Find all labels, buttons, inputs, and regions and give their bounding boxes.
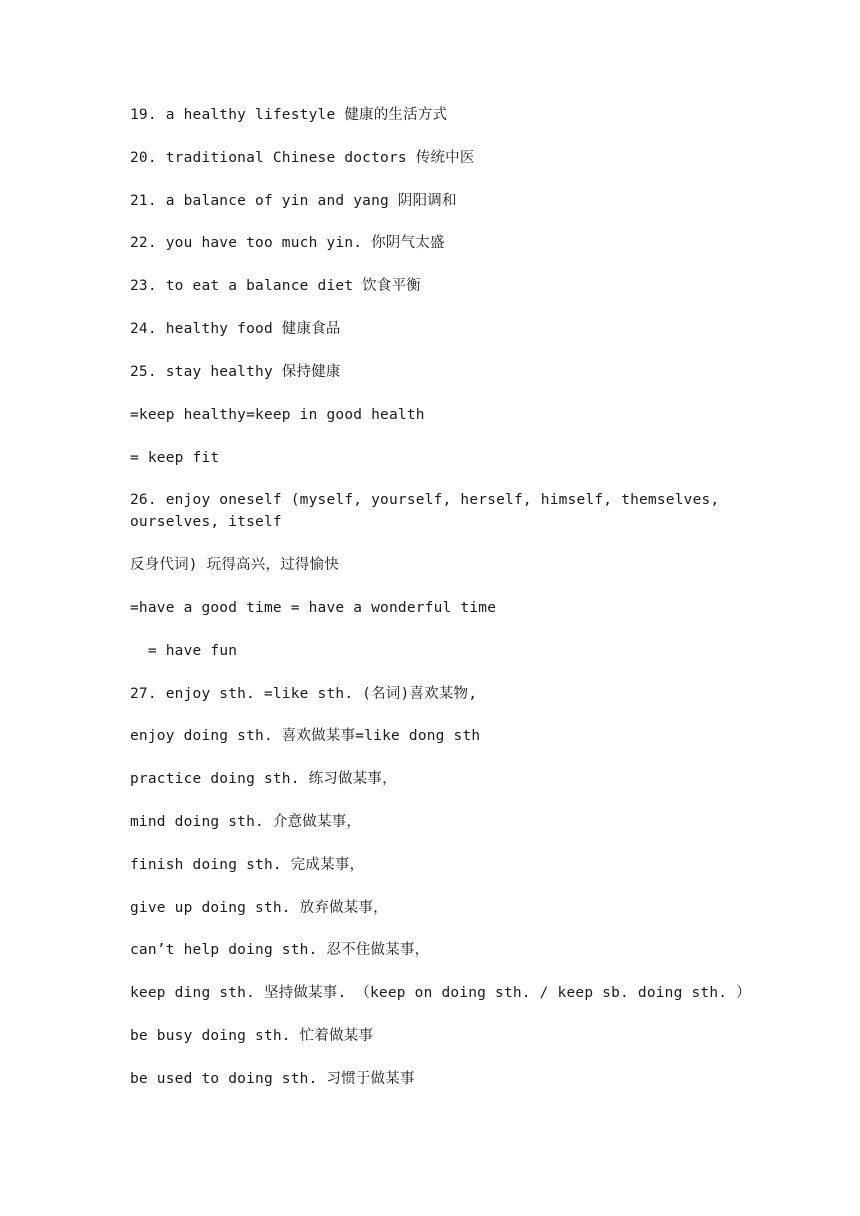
text-line: = keep fit [130,450,220,466]
text-line: be busy doing sth. 忙着做某事 [130,1028,374,1044]
text-line: 26. enjoy oneself (myself, yourself, herself, himself, themselves, ourselves, itself [130,492,729,530]
text-line: enjoy doing sth. 喜欢做某事=like dong sth [130,728,481,744]
text-line: can’t help doing sth. 忍不住做某事， [130,942,430,958]
text-line: 23. to eat a balance diet 饮食平衡 [130,278,421,294]
text-line: 25. stay healthy 保持健康 [130,364,341,380]
text-line: 27. enjoy sth. =like sth. (名词)喜欢某物, [130,686,478,702]
text-line: 21. a balance of yin and yang 阴阳调和 [130,193,457,209]
text-line: mind doing sth. 介意做某事， [130,814,362,830]
text-line: =keep healthy=keep in good health [130,407,425,423]
text-line: 24. healthy food 健康食品 [130,321,341,337]
text-line: 20. traditional Chinese doctors 传统中医 [130,150,475,166]
text-line: 19. a healthy lifestyle 健康的生活方式 [130,107,448,123]
text-line: give up doing sth. 放弃做某事， [130,900,388,916]
text-line: be used to doing sth. 习惯于做某事 [130,1071,415,1087]
text-line: = have fun [130,643,238,659]
text-line: practice doing sth. 练习做某事， [130,771,397,787]
text-line: 反身代词) 玩得高兴，过得愉快 [130,557,339,573]
text-line: =have a good time = have a wonderful time [130,600,497,616]
text-line: finish doing sth. 完成某事， [130,857,365,873]
text-line: 22. you have too much yin. 你阴气太盛 [130,235,445,251]
text-line: keep ding sth. 坚持做某事. （keep on doing sth. / keep sb. doing sth. ） [130,985,751,1001]
